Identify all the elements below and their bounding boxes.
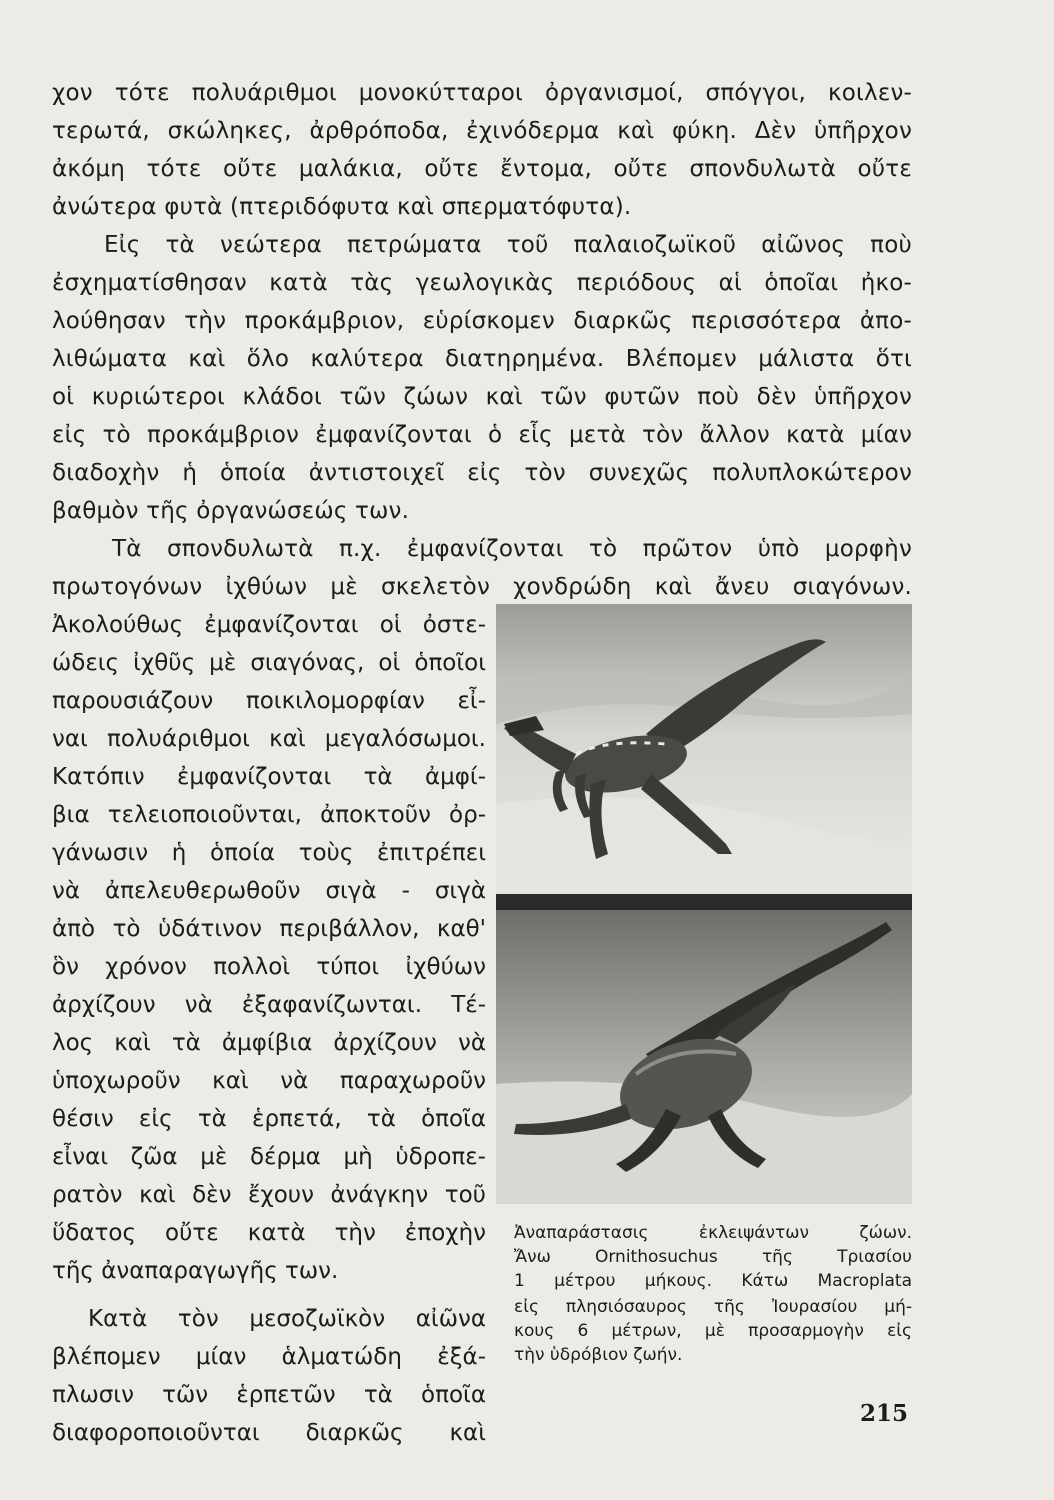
figure-caption-line: Ἄνω Ornithosuchus τῆς Τριασίου bbox=[514, 1247, 912, 1267]
column-text-line: ώδεις ἰχθῦς μὲ σιαγόνας, οἱ ὁποῖοι bbox=[52, 650, 486, 676]
text-line: πρωτογόνων ἰχθύων μὲ σκελετὸν χονδρώδη καὶ ἄνευ σιαγόνων. bbox=[52, 574, 912, 600]
column-text-line: γάνωσιν ἡ ὁποία τοὺς ἐπιτρέπει bbox=[52, 840, 486, 866]
column-text-line: θέσιν εἰς τὰ ἑρπετά, τὰ ὁποῖα bbox=[52, 1106, 486, 1132]
column-text-line: πλωσιν τῶν ἑρπετῶν τὰ ὁποῖα bbox=[52, 1382, 486, 1408]
column-text-line: βλέπομεν μίαν ἁλματώδη ἐξά- bbox=[52, 1344, 486, 1370]
column-text-line: Κατὰ τὸν μεσοζωϊκὸν αἰῶνα bbox=[88, 1306, 486, 1332]
column-text-line: λος καὶ τὰ ἀμφίβια ἀρχίζουν νὰ bbox=[52, 1030, 486, 1056]
text-line: Τὰ σπονδυλωτὰ π.χ. ἐμφανίζονται τὸ πρῶτον ὑπὸ μορφὴν bbox=[112, 536, 912, 562]
text-line: διαδοχὴν ἡ ὁποία ἀντιστοιχεῖ εἰς τὸν συνεχῶς πολυπλοκώτερον bbox=[52, 460, 912, 486]
column-text-line: ὑποχωροῦν καὶ νὰ παραχωροῦν bbox=[52, 1068, 486, 1094]
text-line: βαθμὸν τῆς ὀργανώσεώς των. bbox=[52, 498, 410, 524]
column-text-line: νὰ ἀπελευθερωθοῦν σιγὰ - σιγὰ bbox=[52, 878, 486, 904]
text-line: τερωτά, σκώληκες, ἀρθρόποδα, ἐχινόδερμα καὶ φύκη. Δὲν ὑπῆρχον bbox=[52, 118, 912, 144]
figure-caption-line: 1 μέτρου μήκους. Κάτω Macroplata bbox=[514, 1271, 912, 1291]
column-text-line: ρατὸν καὶ δὲν ἔχουν ἀνάγκην τοῦ bbox=[52, 1182, 486, 1208]
page-number: 215 bbox=[859, 1400, 908, 1427]
text-line: λιθώματα καὶ ὅλο καλύτερα διατηρημένα. Βλέπομεν μάλιστα ὅτι bbox=[52, 346, 912, 372]
figure-divider bbox=[496, 894, 912, 910]
text-line: λούθησαν τὴν προκάμβριον, εὑρίσκομεν διαρκῶς περισσότερα ἀπο- bbox=[52, 308, 912, 334]
column-text-line: διαφοροποιοῦνται διαρκῶς καὶ bbox=[52, 1420, 486, 1446]
text-line: χον τότε πολυάριθμοι μονοκύτταροι ὀργανισμοί, σπόγγοι, κοιλεν- bbox=[52, 80, 912, 106]
dinosaur-illustration-figure bbox=[496, 604, 912, 1204]
text-line: ἀκόμη τότε οὔτε μαλάκια, οὔτε ἔντομα, οὔτε σπονδυλωτὰ οὔτε bbox=[52, 156, 912, 182]
column-text-line: βια τελειοποιοῦνται, ἀποκτοῦν ὀρ- bbox=[52, 802, 486, 828]
text-line: Εἰς τὰ νεώτερα πετρώματα τοῦ παλαιοζωϊκοῦ αἰῶνος ποὺ bbox=[104, 232, 912, 258]
column-text-line: ἀρχίζουν νὰ ἐξαφανίζωνται. Τέ- bbox=[52, 992, 486, 1018]
column-text-line: εἶναι ζῶα μὲ δέρμα μὴ ὑδροπε- bbox=[52, 1144, 486, 1170]
figure-caption-line: τὴν ὑδρόβιον ζωήν. bbox=[514, 1345, 683, 1365]
column-text-line: Ἀκολούθως ἐμφανίζονται οἱ ὀστε- bbox=[52, 612, 486, 638]
text-line: ἐσχηματίσθησαν κατὰ τὰς γεωλογικὰς περιόδους αἱ ὁποῖαι ἠκο- bbox=[52, 270, 912, 296]
macroplata-illustration bbox=[496, 910, 912, 1204]
text-line: ἀνώτερα φυτὰ (πτεριδόφυτα καὶ σπερματόφυτα). bbox=[52, 194, 632, 220]
text-line: οἱ κυριώτεροι κλάδοι τῶν ζώων καὶ τῶν φυτῶν ποὺ δὲν ὑπῆρχον bbox=[52, 384, 912, 410]
column-text-line: ναι πολυάριθμοι καὶ μεγαλόσωμοι. bbox=[52, 726, 486, 752]
text-line: εἰς τὸ προκάμβριον ἐμφανίζονται ὁ εἷς μετὰ τὸν ἄλλον κατὰ μίαν bbox=[52, 422, 912, 448]
column-text-line: παρουσιάζουν ποικιλομορφίαν εἶ- bbox=[52, 688, 486, 714]
column-text-line: Κατόπιν ἐμφανίζονται τὰ ἀμφί- bbox=[52, 764, 486, 790]
figure-caption-line: εἰς πλησιόσαυρος τῆς Ἰουρασίου μή- bbox=[514, 1297, 912, 1317]
figure-caption-line: Ἀναπαράστασις ἐκλειψάντων ζώων. bbox=[514, 1223, 912, 1243]
column-text-line: τῆς ἀναπαραγωγῆς των. bbox=[52, 1258, 339, 1284]
column-text-line: ὃν χρόνον πολλοὶ τύποι ἰχθύων bbox=[52, 954, 486, 980]
figure-caption-line: κους 6 μέτρων, μὲ προσαρμογὴν εἰς bbox=[514, 1321, 912, 1341]
column-text-line: ἀπὸ τὸ ὑδάτινον περιβάλλον, καθ' bbox=[52, 916, 486, 942]
ornithosuchus-illustration bbox=[496, 604, 912, 894]
illustration-svg bbox=[496, 604, 912, 1204]
column-text-line: ὕδατος οὔτε κατὰ τὴν ἐποχὴν bbox=[52, 1220, 486, 1246]
